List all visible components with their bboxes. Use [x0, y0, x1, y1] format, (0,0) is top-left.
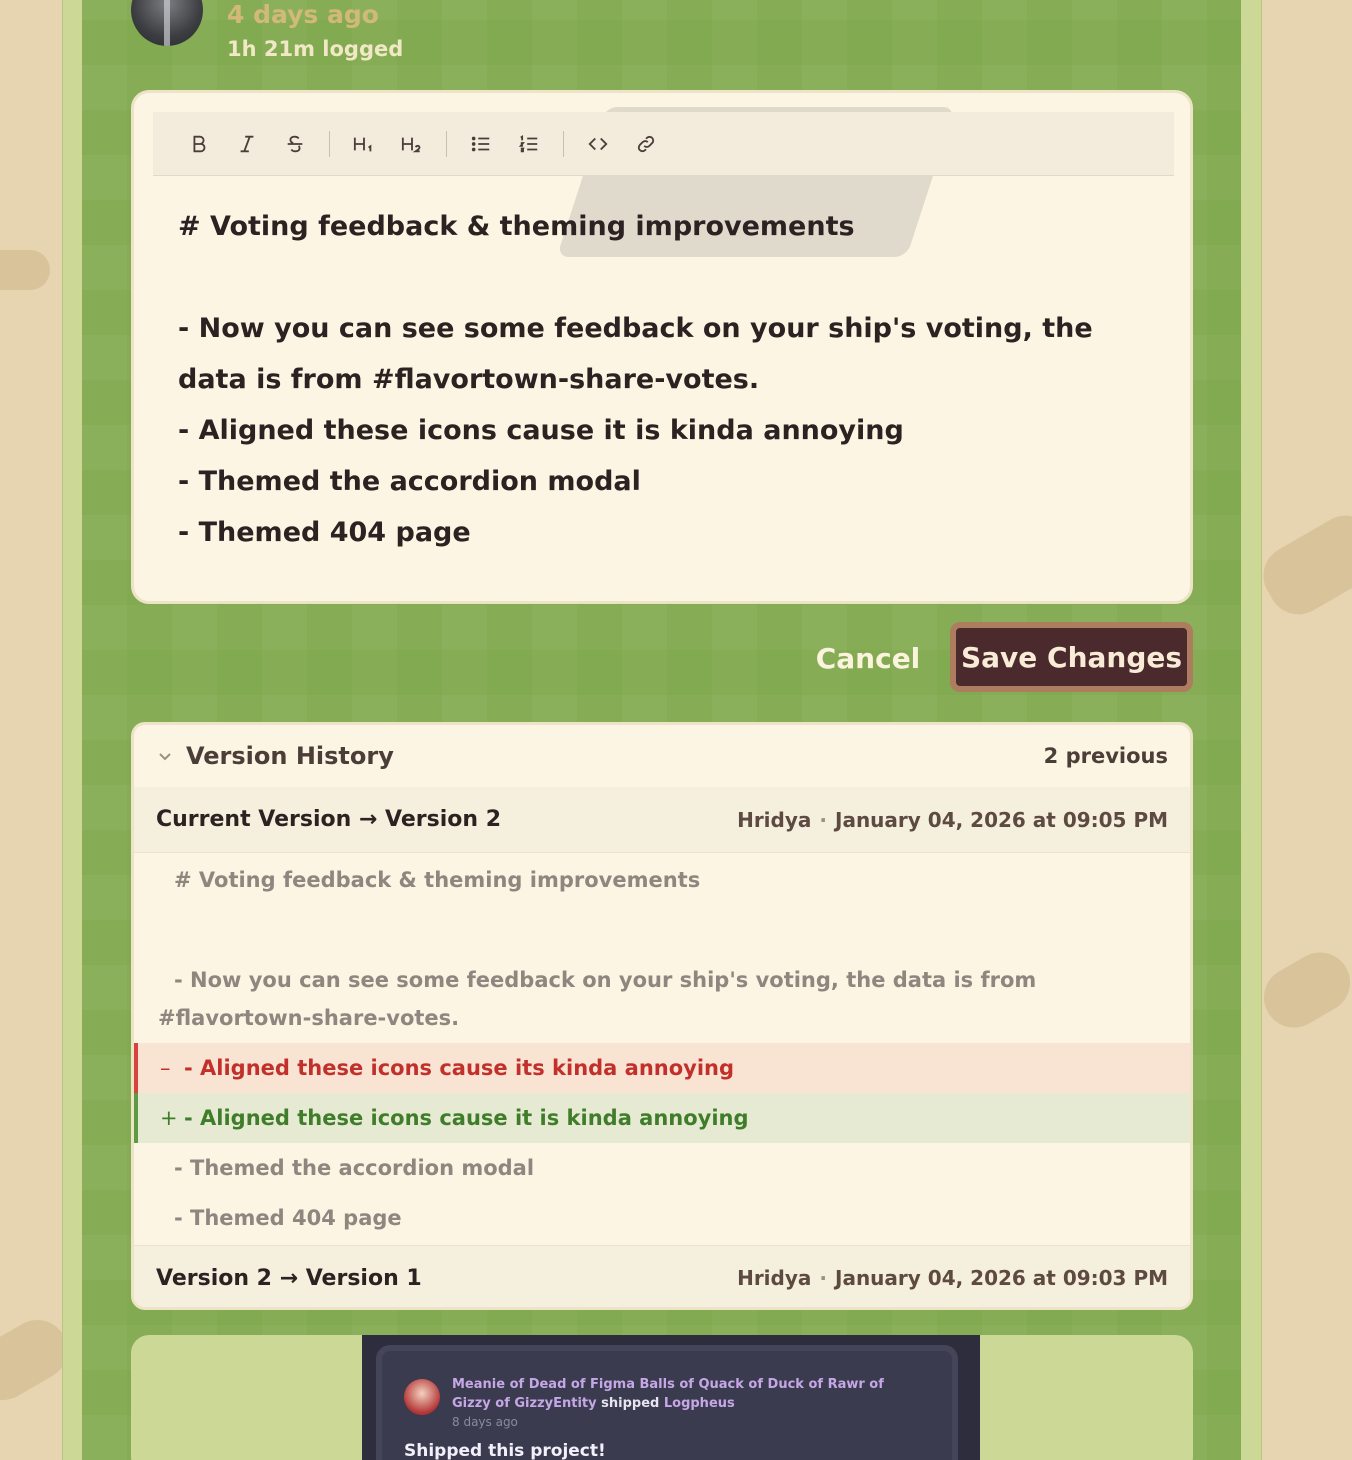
previous-count: 2 previous: [1043, 744, 1168, 768]
diff-line-removed: – - Aligned these icons cause its kinda annoying: [134, 1043, 1190, 1093]
user-name: Meanie of Dead of Figma Balls of Quack of Duck of Rawr of Gizzy of GizzyEntity: [452, 1377, 884, 1411]
version-date: January 04, 2026 at 09:03 PM: [835, 1266, 1168, 1290]
code-icon[interactable]: [574, 120, 622, 168]
attachment-image[interactable]: [362, 1335, 980, 1460]
strikethrough-icon[interactable]: [271, 120, 319, 168]
post-title: Shipped this project!: [404, 1441, 606, 1460]
background-decoration: [1253, 505, 1352, 626]
version-header[interactable]: Version 2 → Version 1 Hridya · January 04, 2026 at 09:03 PM: [134, 1245, 1190, 1310]
bullet-list-icon[interactable]: [457, 120, 505, 168]
background-decoration: [1253, 942, 1352, 1039]
editor-toolbar: [153, 112, 1174, 176]
minus-icon: –: [160, 1056, 171, 1080]
diff-view: [134, 853, 1190, 1245]
diff-line-added: + - Aligned these icons cause it is kinda annoying: [134, 1093, 1190, 1143]
activity-time: 8 days ago: [452, 1415, 518, 1429]
chevron-down-icon: [158, 747, 172, 766]
version-title: Current Version → Version 2: [156, 807, 501, 832]
activity-verb: shipped: [601, 1396, 660, 1411]
background-decoration: [0, 250, 50, 290]
version-author: Hridya: [737, 1266, 812, 1290]
diff-line: - Now you can see some feedback on your ship's voting, the data is from #flavortown-share-votes.: [158, 968, 1037, 1030]
ordered-list-icon[interactable]: [505, 120, 553, 168]
version-history: [131, 722, 1193, 1310]
editor-line: [178, 252, 1150, 303]
bold-icon[interactable]: [175, 120, 223, 168]
time-logged: 1h 21m logged: [227, 37, 404, 61]
ship-activity: [452, 1375, 912, 1413]
project-name: Logpheus: [663, 1396, 735, 1411]
user-avatar: [404, 1379, 440, 1415]
link-icon[interactable]: [622, 120, 670, 168]
heading1-icon[interactable]: [340, 120, 388, 168]
save-changes-button[interactable]: Save Changes: [950, 622, 1193, 692]
diff-line: - Themed 404 page: [174, 1206, 402, 1230]
toolbar-divider: [329, 131, 330, 157]
editor-line: - Aligned these icons cause it is kinda annoying: [178, 415, 904, 446]
editor-line: # Voting feedback & theming improvements: [178, 211, 855, 242]
heading2-icon[interactable]: [388, 120, 436, 168]
version-author: Hridya: [737, 807, 812, 832]
version-history-header[interactable]: [134, 725, 1190, 787]
post-time: 4 days ago: [227, 0, 379, 29]
editor-line: - Now you can see some feedback on your ship's voting, the data is from #flavortown-share-votes.: [178, 313, 1093, 395]
markdown-editor[interactable]: [131, 90, 1193, 604]
editor-line: - Themed 404 page: [178, 517, 471, 548]
version-date: January 04, 2026 at 09:05 PM: [835, 807, 1168, 832]
diff-line-empty: [134, 905, 1190, 955]
editor-content[interactable]: [178, 201, 1150, 558]
diff-line: # Voting feedback & theming improvements: [174, 868, 701, 892]
toolbar-divider: [563, 131, 564, 157]
version-history-title: Version History: [186, 742, 394, 770]
toolbar-divider: [446, 131, 447, 157]
version-title: Version 2 → Version 1: [156, 1265, 422, 1291]
version-header[interactable]: Current Version → Version 2 Hridya · January 04, 2026 at 09:05 PM: [134, 787, 1190, 853]
plus-icon: +: [160, 1106, 178, 1130]
attachment-card: [131, 1335, 1193, 1460]
editor-line: - Themed the accordion modal: [178, 466, 641, 497]
diff-line: - Themed the accordion modal: [174, 1156, 535, 1180]
italic-icon[interactable]: [223, 120, 271, 168]
cancel-button[interactable]: Cancel: [815, 641, 921, 675]
